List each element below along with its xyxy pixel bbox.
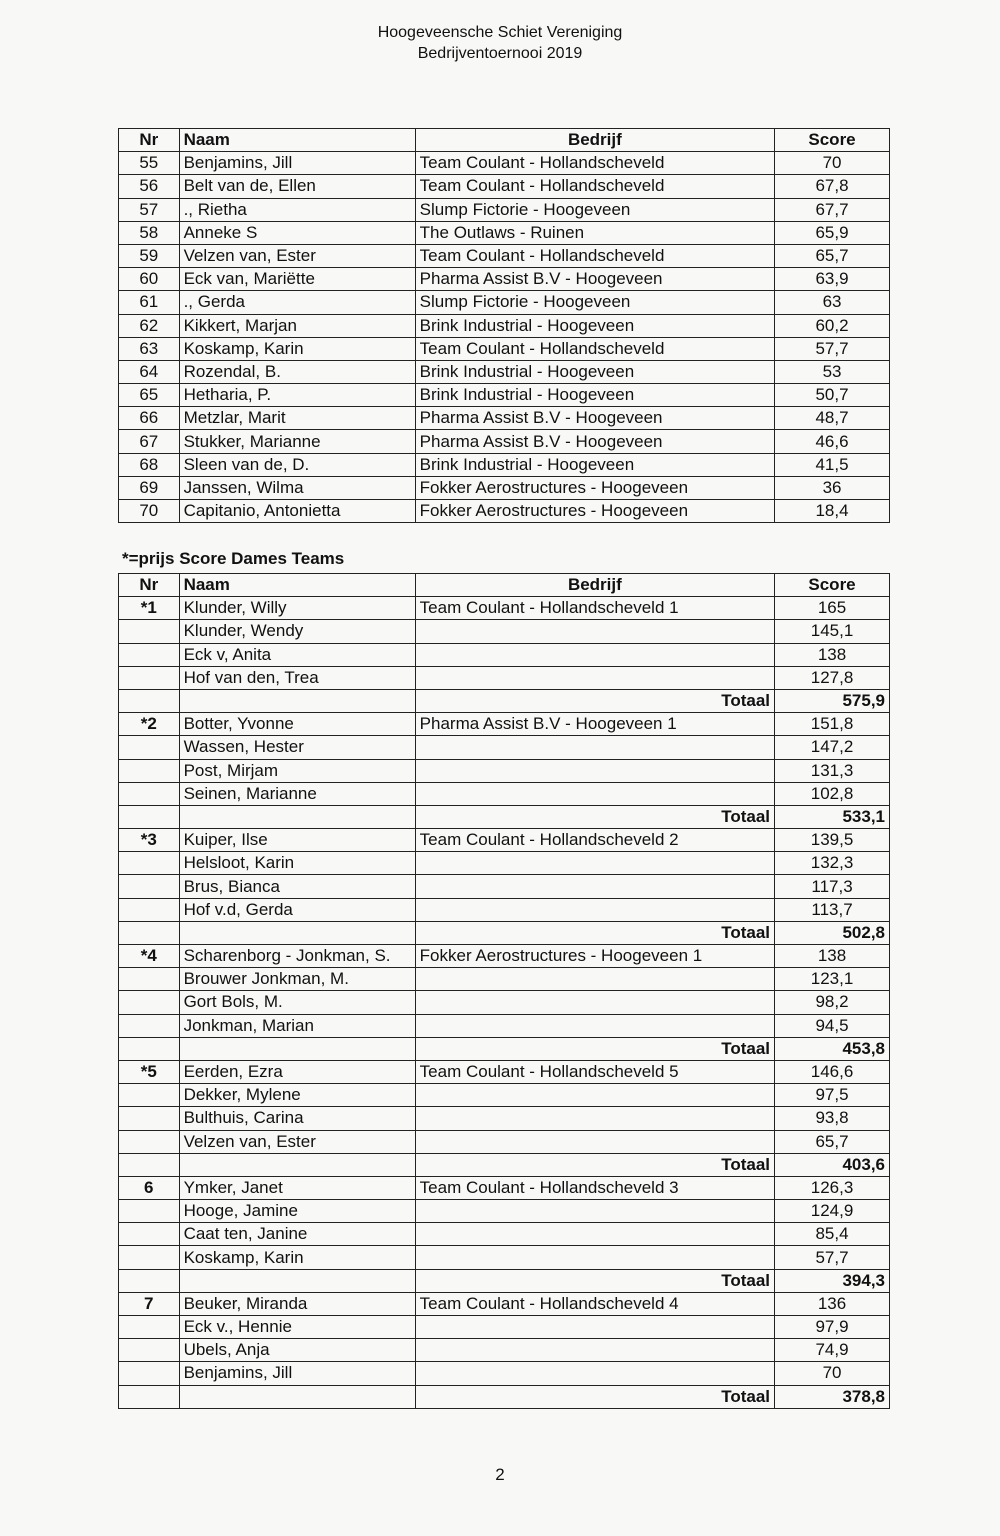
member-naam: Dekker, Mylene <box>179 1084 415 1107</box>
team-member-row <box>119 852 890 875</box>
team-nr <box>119 1339 180 1362</box>
row-score: 65,9 <box>775 221 890 244</box>
table-row <box>119 476 890 499</box>
member-naam: Ubels, Anja <box>179 1339 415 1362</box>
member-naam: Velzen van, Ester <box>179 1130 415 1153</box>
team-nr <box>119 852 180 875</box>
member-naam: Caat ten, Janine <box>179 1223 415 1246</box>
row-naam: Koskamp, Karin <box>179 337 415 360</box>
member-score: 127,8 <box>775 666 890 689</box>
team-bedrijf <box>415 1362 774 1385</box>
teams-title: Score Dames Teams <box>179 549 345 568</box>
row-nr: 60 <box>119 268 180 291</box>
team-nr <box>119 1084 180 1107</box>
table-row <box>119 407 890 430</box>
team-bedrijf <box>415 666 774 689</box>
table-row <box>119 337 890 360</box>
row-naam: Sleen van de, D. <box>179 453 415 476</box>
team-total-row <box>119 1037 890 1060</box>
member-score: 65,7 <box>775 1130 890 1153</box>
row-naam: Eck van, Mariëtte <box>179 268 415 291</box>
row-nr: 59 <box>119 244 180 267</box>
row-bedrijf: Team Coulant - Hollandscheveld <box>415 152 774 175</box>
row-naam: Kikkert, Marjan <box>179 314 415 337</box>
member-naam: Jonkman, Marian <box>179 1014 415 1037</box>
row-bedrijf: Brink Industrial - Hoogeveen <box>415 384 774 407</box>
row-score: 67,7 <box>775 198 890 221</box>
team-nr <box>119 620 180 643</box>
row-nr: 56 <box>119 175 180 198</box>
member-naam: Brouwer Jonkman, M. <box>179 968 415 991</box>
header-score: Score <box>775 574 890 597</box>
header-nr: Nr <box>119 129 180 152</box>
table-row <box>119 500 890 523</box>
member-naam: Hooge, Jamine <box>179 1200 415 1223</box>
table-row <box>119 291 890 314</box>
total-empty-nr <box>119 1037 180 1060</box>
team-nr <box>119 1200 180 1223</box>
row-naam: Benjamins, Jill <box>179 152 415 175</box>
total-value: 575,9 <box>775 689 890 712</box>
team-member-row <box>119 945 890 968</box>
table-row <box>119 198 890 221</box>
team-bedrijf <box>415 643 774 666</box>
member-naam: Kuiper, Ilse <box>179 829 415 852</box>
member-score: 102,8 <box>775 782 890 805</box>
individual-scores-table <box>118 128 890 523</box>
row-score: 53 <box>775 360 890 383</box>
row-score: 63,9 <box>775 268 890 291</box>
row-bedrijf: Team Coulant - Hollandscheveld <box>415 175 774 198</box>
row-naam: ., Rietha <box>179 198 415 221</box>
member-naam: Koskamp, Karin <box>179 1246 415 1269</box>
team-member-row <box>119 1107 890 1130</box>
team-nr <box>119 736 180 759</box>
team-nr <box>119 759 180 782</box>
member-score: 70 <box>775 1362 890 1385</box>
member-score: 139,5 <box>775 829 890 852</box>
total-empty-nr <box>119 689 180 712</box>
member-naam: Scharenborg - Jonkman, S. <box>179 945 415 968</box>
team-nr <box>119 991 180 1014</box>
total-value: 378,8 <box>775 1385 890 1408</box>
member-naam: Helsloot, Karin <box>179 852 415 875</box>
team-nr <box>119 1316 180 1339</box>
team-member-row <box>119 1130 890 1153</box>
team-member-row <box>119 1362 890 1385</box>
team-member-row <box>119 1014 890 1037</box>
member-score: 136 <box>775 1292 890 1315</box>
header-bedrijf: Bedrijf <box>415 574 774 597</box>
header-naam: Naam <box>179 129 415 152</box>
member-naam: Gort Bols, M. <box>179 991 415 1014</box>
club-name: Hoogeveensche Schiet Vereniging <box>377 24 623 41</box>
team-bedrijf <box>415 782 774 805</box>
member-score: 131,3 <box>775 759 890 782</box>
total-label: Totaal <box>415 921 774 944</box>
team-nr: 7 <box>119 1292 180 1315</box>
team-nr <box>119 1107 180 1130</box>
row-bedrijf: Fokker Aerostructures - Hoogeveen <box>415 476 774 499</box>
team-member-row <box>119 1200 890 1223</box>
row-nr: 66 <box>119 407 180 430</box>
row-nr: 58 <box>119 221 180 244</box>
member-score: 113,7 <box>775 898 890 921</box>
row-score: 41,5 <box>775 453 890 476</box>
row-score: 50,7 <box>775 384 890 407</box>
total-label: Totaal <box>415 1037 774 1060</box>
row-bedrijf: Pharma Assist B.V - Hoogeveen <box>415 268 774 291</box>
team-nr <box>119 643 180 666</box>
total-empty-naam <box>179 1153 415 1176</box>
team-bedrijf <box>415 620 774 643</box>
total-empty-naam <box>179 689 415 712</box>
team-bedrijf: Pharma Assist B.V - Hoogeveen 1 <box>415 713 774 736</box>
team-bedrijf <box>415 898 774 921</box>
row-naam: Janssen, Wilma <box>179 476 415 499</box>
member-score: 146,6 <box>775 1060 890 1083</box>
team-nr <box>119 1362 180 1385</box>
team-nr <box>119 968 180 991</box>
row-score: 67,8 <box>775 175 890 198</box>
member-naam: Klunder, Willy <box>179 597 415 620</box>
member-score: 124,9 <box>775 1200 890 1223</box>
row-bedrijf: Slump Fictorie - Hoogeveen <box>415 198 774 221</box>
row-bedrijf: Brink Industrial - Hoogeveen <box>415 314 774 337</box>
member-score: 74,9 <box>775 1339 890 1362</box>
member-naam: Ymker, Janet <box>179 1176 415 1199</box>
row-nr: 70 <box>119 500 180 523</box>
team-total-row <box>119 805 890 828</box>
team-member-row <box>119 1316 890 1339</box>
team-total-row <box>119 921 890 944</box>
member-score: 165 <box>775 597 890 620</box>
member-score: 57,7 <box>775 1246 890 1269</box>
row-nr: 62 <box>119 314 180 337</box>
member-naam: Beuker, Miranda <box>179 1292 415 1315</box>
member-score: 117,3 <box>775 875 890 898</box>
row-bedrijf: Team Coulant - Hollandscheveld <box>415 337 774 360</box>
member-score: 94,5 <box>775 1014 890 1037</box>
table-row <box>119 453 890 476</box>
team-nr: 6 <box>119 1176 180 1199</box>
row-nr: 64 <box>119 360 180 383</box>
table-row <box>119 221 890 244</box>
row-naam: Rozendal, B. <box>179 360 415 383</box>
team-total-row <box>119 1153 890 1176</box>
team-bedrijf: Team Coulant - Hollandscheveld 1 <box>415 597 774 620</box>
total-empty-nr <box>119 805 180 828</box>
member-score: 126,3 <box>775 1176 890 1199</box>
row-bedrijf: Slump Fictorie - Hoogeveen <box>415 291 774 314</box>
tournament-title: Bedrijventoernooi 2019 <box>417 45 583 62</box>
row-naam: Capitanio, Antonietta <box>179 500 415 523</box>
member-naam: Botter, Yvonne <box>179 713 415 736</box>
team-bedrijf <box>415 968 774 991</box>
team-member-row <box>119 1246 890 1269</box>
row-score: 18,4 <box>775 500 890 523</box>
team-bedrijf: Fokker Aerostructures - Hoogeveen 1 <box>415 945 774 968</box>
team-bedrijf <box>415 1084 774 1107</box>
table-row <box>119 360 890 383</box>
team-member-row <box>119 666 890 689</box>
team-bedrijf <box>415 991 774 1014</box>
member-score: 93,8 <box>775 1107 890 1130</box>
team-nr <box>119 782 180 805</box>
member-naam: Hof van den, Trea <box>179 666 415 689</box>
team-member-row <box>119 1176 890 1199</box>
total-empty-naam <box>179 1037 415 1060</box>
team-nr <box>119 875 180 898</box>
member-naam: Benjamins, Jill <box>179 1362 415 1385</box>
team-bedrijf <box>415 875 774 898</box>
team-nr <box>119 1130 180 1153</box>
total-empty-nr <box>119 1385 180 1408</box>
row-score: 36 <box>775 476 890 499</box>
row-naam: Velzen van, Ester <box>179 244 415 267</box>
team-nr: *2 <box>119 713 180 736</box>
member-score: 138 <box>775 945 890 968</box>
team-bedrijf: Team Coulant - Hollandscheveld 2 <box>415 829 774 852</box>
member-naam: Eck v., Hennie <box>179 1316 415 1339</box>
total-label: Totaal <box>415 689 774 712</box>
team-bedrijf <box>415 736 774 759</box>
row-naam: Anneke S <box>179 221 415 244</box>
team-member-row <box>119 875 890 898</box>
member-score: 138 <box>775 643 890 666</box>
member-naam: Post, Mirjam <box>179 759 415 782</box>
total-value: 453,8 <box>775 1037 890 1060</box>
member-naam: Brus, Bianca <box>179 875 415 898</box>
total-empty-naam <box>179 1269 415 1292</box>
team-nr <box>119 1014 180 1037</box>
row-score: 57,7 <box>775 337 890 360</box>
row-nr: 61 <box>119 291 180 314</box>
team-member-row <box>119 1084 890 1107</box>
row-nr: 65 <box>119 384 180 407</box>
row-bedrijf: Pharma Assist B.V - Hoogeveen <box>415 407 774 430</box>
team-member-row <box>119 782 890 805</box>
table-row <box>119 268 890 291</box>
team-nr <box>119 898 180 921</box>
total-value: 533,1 <box>775 805 890 828</box>
row-bedrijf: The Outlaws - Ruinen <box>415 221 774 244</box>
header-naam: Naam <box>179 574 415 597</box>
team-member-row <box>119 991 890 1014</box>
team-bedrijf <box>415 1107 774 1130</box>
team-bedrijf: Team Coulant - Hollandscheveld 3 <box>415 1176 774 1199</box>
total-empty-nr <box>119 921 180 944</box>
row-bedrijf: Brink Industrial - Hoogeveen <box>415 453 774 476</box>
total-empty-naam <box>179 1385 415 1408</box>
member-score: 123,1 <box>775 968 890 991</box>
team-bedrijf: Team Coulant - Hollandscheveld 4 <box>415 1292 774 1315</box>
member-naam: Wassen, Hester <box>179 736 415 759</box>
team-total-row <box>119 1385 890 1408</box>
team-member-row <box>119 620 890 643</box>
team-bedrijf <box>415 1246 774 1269</box>
total-value: 394,3 <box>775 1269 890 1292</box>
team-nr: *4 <box>119 945 180 968</box>
team-bedrijf <box>415 1339 774 1362</box>
team-member-row <box>119 968 890 991</box>
total-label: Totaal <box>415 1153 774 1176</box>
team-bedrijf <box>415 1200 774 1223</box>
team-member-row <box>119 1339 890 1362</box>
team-scores-table <box>118 573 890 1409</box>
table-row <box>119 175 890 198</box>
teams-section-title <box>122 549 344 569</box>
row-naam: ., Gerda <box>179 291 415 314</box>
row-bedrijf: Fokker Aerostructures - Hoogeveen <box>415 500 774 523</box>
member-score: 145,1 <box>775 620 890 643</box>
team-total-row <box>119 689 890 712</box>
member-score: 98,2 <box>775 991 890 1014</box>
team-member-row <box>119 759 890 782</box>
total-label: Totaal <box>415 805 774 828</box>
team-bedrijf <box>415 759 774 782</box>
row-score: 46,6 <box>775 430 890 453</box>
total-empty-naam <box>179 921 415 944</box>
table-header-row <box>119 129 890 152</box>
member-score: 132,3 <box>775 852 890 875</box>
table-row <box>119 244 890 267</box>
member-score: 97,9 <box>775 1316 890 1339</box>
table-row <box>119 430 890 453</box>
team-member-row <box>119 829 890 852</box>
row-naam: Stukker, Marianne <box>179 430 415 453</box>
row-nr: 68 <box>119 453 180 476</box>
total-empty-naam <box>179 805 415 828</box>
total-value: 403,6 <box>775 1153 890 1176</box>
total-value: 502,8 <box>775 921 890 944</box>
row-nr: 69 <box>119 476 180 499</box>
row-nr: 63 <box>119 337 180 360</box>
row-naam: Metzlar, Marit <box>179 407 415 430</box>
document-header <box>0 22 1000 64</box>
team-nr: *3 <box>119 829 180 852</box>
team-bedrijf <box>415 1014 774 1037</box>
member-naam: Klunder, Wendy <box>179 620 415 643</box>
row-bedrijf: Brink Industrial - Hoogeveen <box>415 360 774 383</box>
member-score: 85,4 <box>775 1223 890 1246</box>
team-member-row <box>119 1060 890 1083</box>
team-nr <box>119 1246 180 1269</box>
team-bedrijf <box>415 1223 774 1246</box>
row-score: 70 <box>775 152 890 175</box>
prize-note: *=prijs <box>122 549 175 568</box>
row-bedrijf: Team Coulant - Hollandscheveld <box>415 244 774 267</box>
team-bedrijf <box>415 852 774 875</box>
header-nr: Nr <box>119 574 180 597</box>
table-header-row <box>119 574 890 597</box>
row-score: 65,7 <box>775 244 890 267</box>
team-bedrijf <box>415 1316 774 1339</box>
total-empty-nr <box>119 1269 180 1292</box>
member-naam: Eck v, Anita <box>179 643 415 666</box>
team-nr <box>119 666 180 689</box>
member-naam: Hof v.d, Gerda <box>179 898 415 921</box>
team-nr: *5 <box>119 1060 180 1083</box>
table-row <box>119 152 890 175</box>
page-number: 2 <box>495 1465 505 1484</box>
member-score: 151,8 <box>775 713 890 736</box>
member-naam: Seinen, Marianne <box>179 782 415 805</box>
row-naam: Hetharia, P. <box>179 384 415 407</box>
team-member-row <box>119 898 890 921</box>
row-score: 48,7 <box>775 407 890 430</box>
team-member-row <box>119 736 890 759</box>
team-member-row <box>119 597 890 620</box>
member-naam: Bulthuis, Carina <box>179 1107 415 1130</box>
team-bedrijf <box>415 1130 774 1153</box>
row-naam: Belt van de, Ellen <box>179 175 415 198</box>
team-nr <box>119 1223 180 1246</box>
total-label: Totaal <box>415 1269 774 1292</box>
header-bedrijf: Bedrijf <box>415 129 774 152</box>
header-score: Score <box>775 129 890 152</box>
team-member-row <box>119 1223 890 1246</box>
team-member-row <box>119 1292 890 1315</box>
team-bedrijf: Team Coulant - Hollandscheveld 5 <box>415 1060 774 1083</box>
row-bedrijf: Pharma Assist B.V - Hoogeveen <box>415 430 774 453</box>
team-nr: *1 <box>119 597 180 620</box>
row-nr: 57 <box>119 198 180 221</box>
row-nr: 67 <box>119 430 180 453</box>
team-member-row <box>119 643 890 666</box>
member-score: 147,2 <box>775 736 890 759</box>
row-score: 63 <box>775 291 890 314</box>
total-empty-nr <box>119 1153 180 1176</box>
total-label: Totaal <box>415 1385 774 1408</box>
member-score: 97,5 <box>775 1084 890 1107</box>
row-score: 60,2 <box>775 314 890 337</box>
table-row <box>119 384 890 407</box>
team-total-row <box>119 1269 890 1292</box>
member-naam: Eerden, Ezra <box>179 1060 415 1083</box>
team-member-row <box>119 713 890 736</box>
table-row <box>119 314 890 337</box>
row-nr: 55 <box>119 152 180 175</box>
